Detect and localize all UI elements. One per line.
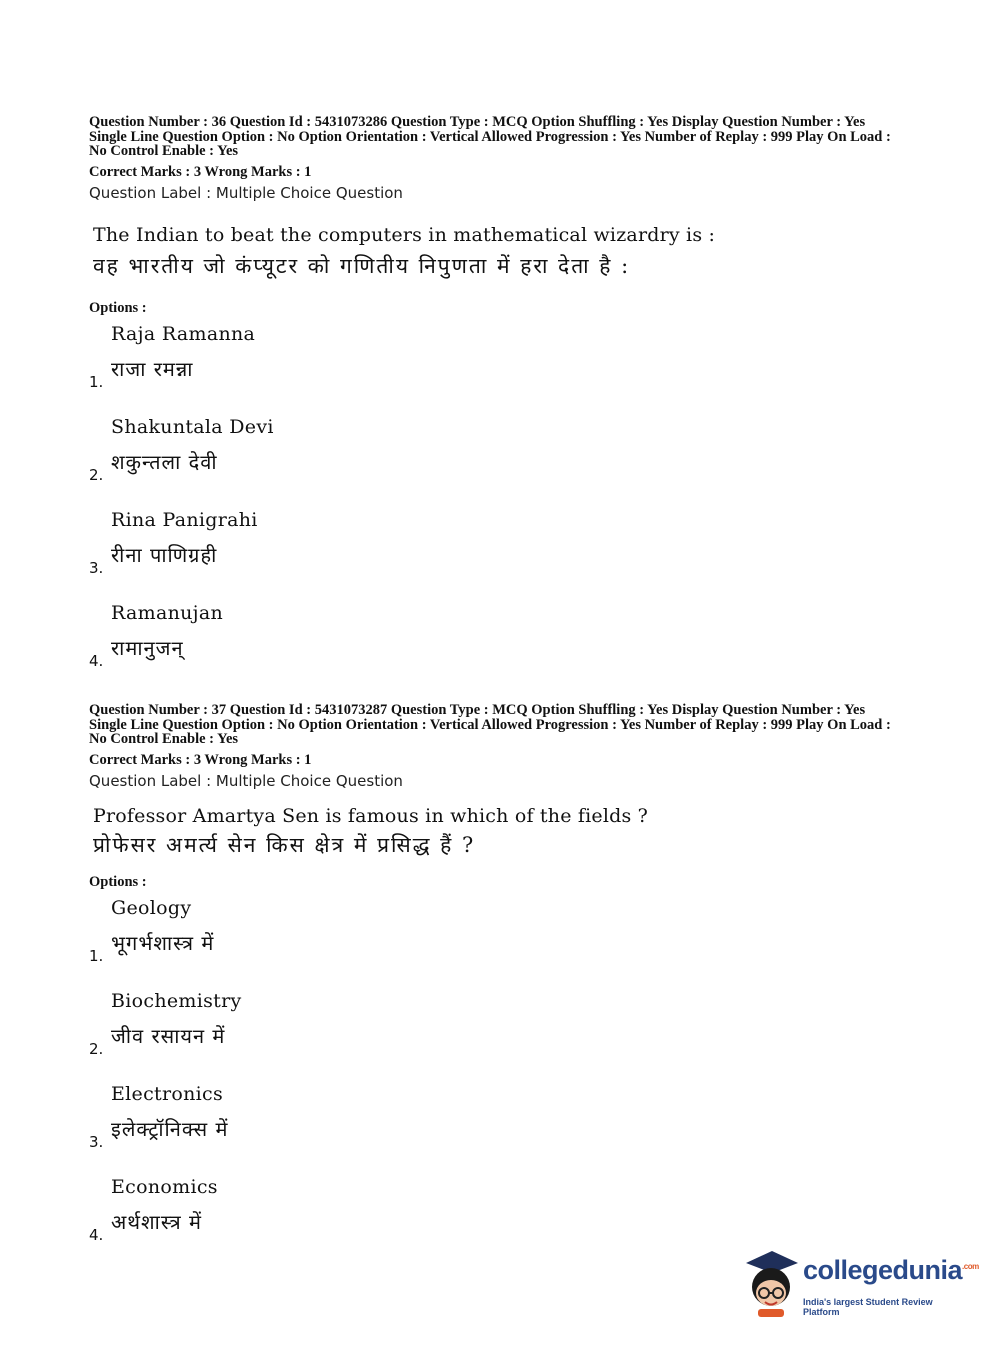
question-text — [93, 802, 929, 860]
option-text-hindi: भूगर्भशास्त्र में — [111, 930, 215, 955]
question-text-hindi: प्रोफेसर अमर्त्य सेन किस क्षेत्र में प्रसिद्ध हैं ? — [93, 832, 476, 857]
option-text-hindi: शकुन्तला देवी — [111, 449, 218, 474]
option-number: 3. — [89, 558, 104, 577]
option-2[interactable] — [89, 984, 929, 1077]
question-label: Question Label : Multiple Choice Question — [89, 771, 403, 790]
collegedunia-logo — [740, 1245, 979, 1320]
option-text-hindi: रीना पाणिग्रही — [111, 542, 218, 567]
option-number: 2. — [89, 1039, 104, 1058]
option-2[interactable] — [89, 410, 929, 503]
option-text-english: Geology — [111, 896, 192, 919]
option-4[interactable] — [89, 596, 929, 689]
option-text-english: Biochemistry — [111, 989, 242, 1012]
question-meta-line-2: Single Line Question Option : No Option Orientation : Vertical Allowed Progression : Yes Number of Replay : 999 Play On Load : — [89, 128, 891, 145]
question-block-36 — [89, 115, 929, 689]
option-text-english: Raja Ramanna — [111, 322, 256, 345]
option-number: 4. — [89, 1225, 104, 1244]
options-label: Options : — [89, 299, 147, 316]
option-text-english: Electronics — [111, 1082, 223, 1105]
question-marks: Correct Marks : 3 Wrong Marks : 1 — [89, 163, 312, 180]
mascot-icon — [740, 1247, 802, 1317]
option-3[interactable] — [89, 503, 929, 596]
option-text-hindi: अर्थशास्त्र में — [111, 1209, 202, 1234]
option-number: 2. — [89, 465, 104, 484]
question-meta-line-3: No Control Enable : Yes — [89, 143, 239, 159]
option-text-hindi: राजा रमन्ना — [111, 356, 194, 381]
question-meta-line-1: Question Number : 36 Question Id : 5431073286 Question Type : MCQ Option Shuffling : Yes Display Question Number : Yes — [89, 114, 866, 130]
option-text-english: Economics — [111, 1175, 218, 1198]
option-number: 4. — [89, 651, 104, 670]
option-number: 1. — [89, 946, 104, 965]
question-marks: Correct Marks : 3 Wrong Marks : 1 — [89, 751, 312, 768]
option-number: 1. — [89, 372, 104, 391]
question-meta-line-3: No Control Enable : Yes — [89, 731, 239, 747]
logo-wordmark: collegedunia$^{.com}$ — [803, 1255, 979, 1285]
option-text-hindi: जीव रसायन में — [111, 1023, 226, 1048]
question-label: Question Label : Multiple Choice Question — [89, 183, 403, 202]
logo-tagline: India's largest Student Review Platform — [803, 1297, 933, 1317]
option-1[interactable] — [89, 317, 929, 410]
question-text-hindi: वह भारतीय जो कंप्यूटर को गणितीय निपुणता में हरा देता है : — [93, 253, 631, 278]
option-1[interactable] — [89, 891, 929, 984]
question-text-english: The Indian to beat the computers in mathematical wizardry is : — [93, 223, 716, 246]
question-meta-line-2: Single Line Question Option : No Option Orientation : Vertical Allowed Progression : Yes Number of Replay : 999 Play On Load : — [89, 716, 891, 733]
option-text-english: Rina Panigrahi — [111, 508, 258, 531]
question-text — [93, 220, 929, 282]
option-3[interactable] — [89, 1077, 929, 1170]
option-text-english: Shakuntala Devi — [111, 415, 274, 438]
question-block-37 — [89, 703, 929, 1263]
option-text-hindi: इलेक्ट्रॉनिक्स में — [111, 1116, 229, 1141]
options-label: Options : — [89, 873, 147, 890]
question-meta-line-1: Question Number : 37 Question Id : 5431073287 Question Type : MCQ Option Shuffling : Yes Display Question Number : Yes — [89, 702, 866, 718]
question-text-english: Professor Amartya Sen is famous in which of the fields ? — [93, 804, 649, 827]
option-number: 3. — [89, 1132, 104, 1151]
option-text-english: Ramanujan — [111, 601, 224, 624]
option-text-hindi: रामानुजन् — [111, 635, 184, 660]
